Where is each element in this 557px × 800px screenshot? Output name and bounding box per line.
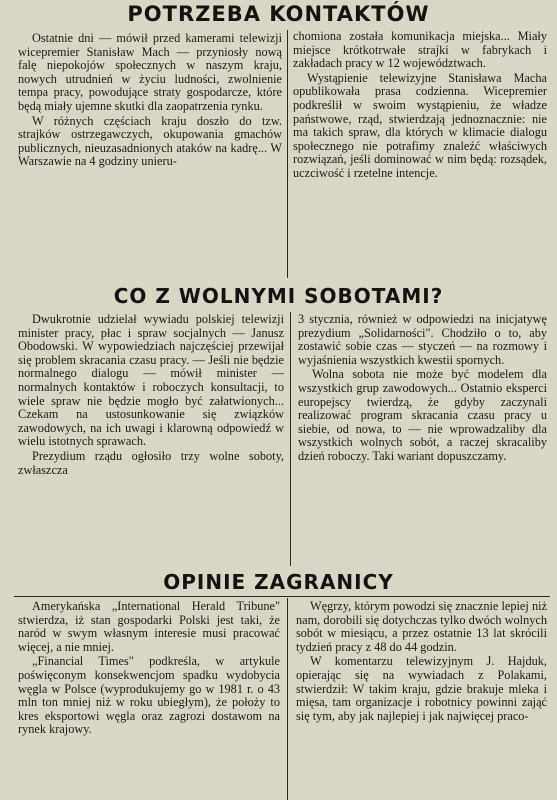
article-1-paragraph: Wystąpienie telewizyjne Stanisława Macha opublikowała prasa codzienna. Wicepremier podkreślił w swoim wystąpieniu, że władze państwowe, rząd, stwierdzają jednoznacznie: nie ma takich spraw, dla których w klimacie dialogu społecznego nie potrafimy znaleźć właściwych rozwiązań, jeśli dominować w nim będą: rozsądek, uczciwość i rzetelne intencje. — [293, 70, 547, 180]
article-1-left-column — [18, 32, 282, 276]
column-divider — [287, 598, 288, 800]
column-divider — [287, 30, 288, 278]
article-2-paragraph: Prezydium rządu ogłosiło trzy wolne soboty, zwłaszcza — [18, 448, 284, 477]
section-rule — [14, 596, 550, 597]
article-3-paragraph: W komentarzu telewizyjnym J. Hajduk, opierając się na wywiadach z Polakami, stwierdził: W takim kraju, gdzie brakuje mleka i mięsa, tam organizacje i robotnicy powinni zająć się tym, aby jak najlepiej i jak najwięcej praco- — [296, 654, 547, 723]
article-3-paragraph: Amerykańska „International Herald Tribune" stwierdza, iż stan gospodarki Polski jest taki, że naród w swym własnym interesie musi pracować więcej, a nie mniej. — [18, 600, 280, 654]
article-1-right-column — [293, 30, 547, 276]
article-1-paragraph: chomiona została komunikacja miejska... Miały miejsce krótkotrwałe strajki w fabrykach i zakładach pracy w 12 województwach. — [293, 30, 547, 71]
article-1-paragraph: W różnych częściach kraju doszło do tzw. strajków ostrzegawczych, okupowania gmachów publicznych, nieuzasadnionych ataków na kadrę... W Warszawie na 4 godziny unieru- — [18, 113, 282, 169]
article-2-paragraph: Wolna sobota nie może być modelem dla wszystkich grup zawodowych... Ostatnio eksperci europejscy twierdzą, że gdyby zaczynali realizować program skracania czasu pracy u siebie, od nowa, to — nie wprowadzaliby dla wszystkich wolnych sobót, a raczej skracaliby dzień roboczy. Taki wariant dopuszczamy. — [298, 367, 547, 463]
article-3-paragraph: Węgrzy, którym powodzi się znacznie lepiej niż nam, dorobili się dotychczas tylko dwóch wolnych sobót w miesiącu, a przez ostatnie 13 lat skrócili tydzień pracy z 48 do 44 godzin. — [296, 600, 547, 654]
article-3-paragraph: „Financial Times" podkreśla, w artykule poświęconym konsekwencjom spadku wydobycia węgla w Polsce (wyprodukujemy go w 1981 r. o 43 mln ton mniej niż w roku ubiegłym), że położy to kres eksportowi węgla oraz zagrozi dostawom na rynek krajowy. — [18, 654, 280, 737]
article-2-paragraph: Dwukrotnie udzielał wywiadu polskiej telewizji minister pracy, płac i spraw socjalnych — Janusz Obodowski. W wypowiedziach najczęściej przewijał się problem skracania czasu pracy. — Jeśli nie będzie normalnego dialogu — mówił minister — normalnych kontaktów i roboczych konsultacji, to wiele spraw nie będzie mogło być załatwionych... Czekam na ustosunkowanie się związków zawodowych, na ich uwagi i klarowną odpowiedź w wielu istotnych sprawach. — [18, 313, 284, 449]
article-2-paragraph: 3 stycznia, również w odpowiedzi na inicjatywę prezydium „Solidarności". Chodziło o to, aby zostawić sobie czas — styczeń — na rozmowy i wyjaśnienia wszystkich kwestii spornych. — [298, 313, 547, 367]
article-2-left-column — [18, 313, 284, 564]
headline-potrzeba-kontaktow: POTRZEBA KONTAKTÓW — [127, 2, 430, 26]
headline-opinie-zagranicy: OPINIE ZAGRANICY — [163, 570, 394, 594]
article-2-right-column — [298, 313, 547, 564]
article-3-right-column — [296, 600, 547, 800]
headline-co-z-wolnymi-sobotami: CO Z WOLNYMI SOBOTAMI? — [113, 284, 444, 308]
column-divider — [290, 312, 291, 566]
article-3-left-column — [18, 600, 280, 800]
article-1-paragraph: Ostatnie dni — mówił przed kamerami telewizji wicepremier Stanisław Mach — przyniosły nową falę niepokojów społecznych w naszym kraju, nowych utrudnień w życiu ludności, zwolnienie tempa pracy, powodujące straty gospodarcze, które będą miały ujemne skutki dla zaopatrzenia rynku. — [18, 32, 282, 113]
